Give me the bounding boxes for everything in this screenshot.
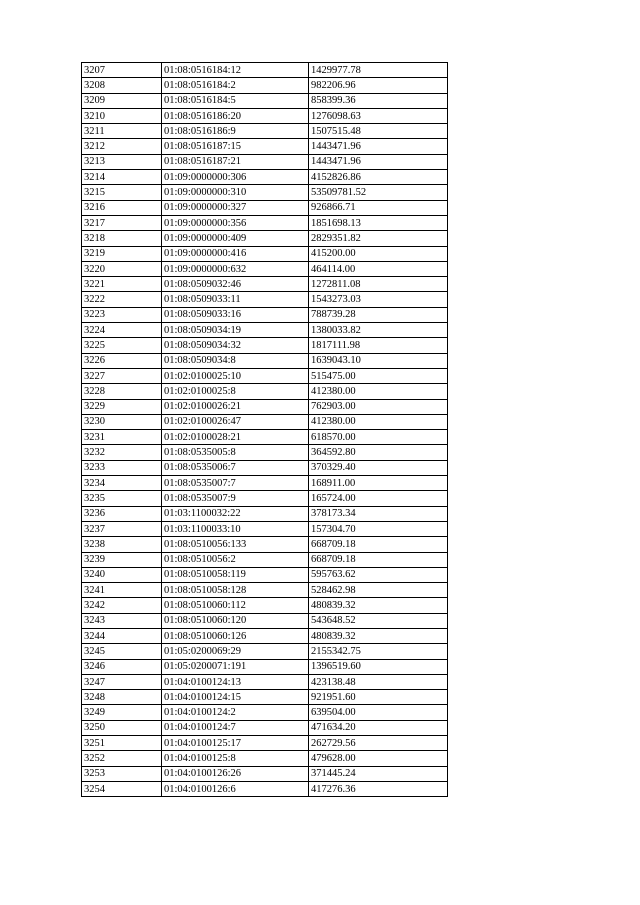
cadastral-number-cell: 01:08:0509034:8 bbox=[162, 353, 309, 368]
amount-cell: 1276098.63 bbox=[309, 108, 448, 123]
row-number-cell: 3227 bbox=[82, 368, 162, 383]
amount-cell: 1443471.96 bbox=[309, 139, 448, 154]
table-row bbox=[82, 644, 448, 659]
cadastral-number-cell: 01:09:0000000:327 bbox=[162, 200, 309, 215]
cadastral-number-cell: 01:08:0509033:16 bbox=[162, 307, 309, 322]
amount-cell: 1543273.03 bbox=[309, 292, 448, 307]
amount-cell: 480839.32 bbox=[309, 628, 448, 643]
table-row bbox=[82, 93, 448, 108]
amount-cell: 788739.28 bbox=[309, 307, 448, 322]
row-number-cell: 3216 bbox=[82, 200, 162, 215]
table-row bbox=[82, 414, 448, 429]
table-row bbox=[82, 674, 448, 689]
row-number-cell: 3217 bbox=[82, 215, 162, 230]
amount-cell: 4152826.86 bbox=[309, 170, 448, 185]
cadastral-number-cell: 01:09:0000000:632 bbox=[162, 261, 309, 276]
row-number-cell: 3246 bbox=[82, 659, 162, 674]
cadastral-number-cell: 01:05:0200071:191 bbox=[162, 659, 309, 674]
cadastral-number-cell: 01:08:0516186:9 bbox=[162, 124, 309, 139]
row-number-cell: 3240 bbox=[82, 567, 162, 582]
amount-cell: 1507515.48 bbox=[309, 124, 448, 139]
amount-cell: 1817111.98 bbox=[309, 338, 448, 353]
cadastral-number-cell: 01:08:0510058:128 bbox=[162, 583, 309, 598]
row-number-cell: 3212 bbox=[82, 139, 162, 154]
table-row bbox=[82, 781, 448, 796]
row-number-cell: 3243 bbox=[82, 613, 162, 628]
cadastral-number-cell: 01:02:0100026:47 bbox=[162, 414, 309, 429]
amount-cell: 262729.56 bbox=[309, 736, 448, 751]
table-row bbox=[82, 338, 448, 353]
row-number-cell: 3249 bbox=[82, 705, 162, 720]
row-number-cell: 3223 bbox=[82, 307, 162, 322]
amount-cell: 1396519.60 bbox=[309, 659, 448, 674]
table-row bbox=[82, 277, 448, 292]
amount-cell: 1443471.96 bbox=[309, 154, 448, 169]
row-number-cell: 3233 bbox=[82, 460, 162, 475]
table-row bbox=[82, 323, 448, 338]
table-row bbox=[82, 445, 448, 460]
cadastral-number-cell: 01:04:0100125:17 bbox=[162, 736, 309, 751]
row-number-cell: 3222 bbox=[82, 292, 162, 307]
cadastral-number-cell: 01:08:0535007:7 bbox=[162, 476, 309, 491]
cadastral-number-cell: 01:09:0000000:310 bbox=[162, 185, 309, 200]
cadastral-number-cell: 01:04:0100124:13 bbox=[162, 674, 309, 689]
row-number-cell: 3218 bbox=[82, 231, 162, 246]
cadastral-number-cell: 01:08:0509034:32 bbox=[162, 338, 309, 353]
row-number-cell: 3241 bbox=[82, 583, 162, 598]
row-number-cell: 3244 bbox=[82, 628, 162, 643]
table-row bbox=[82, 705, 448, 720]
cadastral-number-cell: 01:08:0509034:19 bbox=[162, 323, 309, 338]
table-row bbox=[82, 215, 448, 230]
amount-cell: 982206.96 bbox=[309, 78, 448, 93]
amount-cell: 528462.98 bbox=[309, 583, 448, 598]
cadastral-number-cell: 01:02:0100028:21 bbox=[162, 430, 309, 445]
amount-cell: 371445.24 bbox=[309, 766, 448, 781]
amount-cell: 926866.71 bbox=[309, 200, 448, 215]
amount-cell: 157304.70 bbox=[309, 521, 448, 536]
amount-cell: 668709.18 bbox=[309, 552, 448, 567]
table-row bbox=[82, 613, 448, 628]
cadastral-number-cell: 01:08:0516184:5 bbox=[162, 93, 309, 108]
row-number-cell: 3214 bbox=[82, 170, 162, 185]
cadastral-number-cell: 01:02:0100026:21 bbox=[162, 399, 309, 414]
table-body bbox=[82, 63, 448, 797]
row-number-cell: 3254 bbox=[82, 781, 162, 796]
cadastral-number-cell: 01:04:0100124:2 bbox=[162, 705, 309, 720]
table-row bbox=[82, 720, 448, 735]
table-row bbox=[82, 108, 448, 123]
table-row bbox=[82, 521, 448, 536]
amount-cell: 1639043.10 bbox=[309, 353, 448, 368]
table-row bbox=[82, 430, 448, 445]
row-number-cell: 3235 bbox=[82, 491, 162, 506]
table-row bbox=[82, 476, 448, 491]
cadastral-number-cell: 01:08:0509033:11 bbox=[162, 292, 309, 307]
amount-cell: 423138.48 bbox=[309, 674, 448, 689]
table-row bbox=[82, 506, 448, 521]
row-number-cell: 3221 bbox=[82, 277, 162, 292]
amount-cell: 479628.00 bbox=[309, 751, 448, 766]
cadastral-number-cell: 01:09:0000000:409 bbox=[162, 231, 309, 246]
table-row bbox=[82, 261, 448, 276]
table-row bbox=[82, 63, 448, 78]
row-number-cell: 3248 bbox=[82, 690, 162, 705]
cadastral-number-cell: 01:08:0535005:8 bbox=[162, 445, 309, 460]
amount-cell: 165724.00 bbox=[309, 491, 448, 506]
row-number-cell: 3220 bbox=[82, 261, 162, 276]
table-row bbox=[82, 185, 448, 200]
row-number-cell: 3229 bbox=[82, 399, 162, 414]
cadastral-number-cell: 01:02:0100025:8 bbox=[162, 384, 309, 399]
amount-cell: 639504.00 bbox=[309, 705, 448, 720]
row-number-cell: 3252 bbox=[82, 751, 162, 766]
row-number-cell: 3239 bbox=[82, 552, 162, 567]
cadastral-number-cell: 01:09:0000000:306 bbox=[162, 170, 309, 185]
cadastral-number-cell: 01:05:0200069:29 bbox=[162, 644, 309, 659]
table-row bbox=[82, 307, 448, 322]
table-row bbox=[82, 139, 448, 154]
amount-cell: 464114.00 bbox=[309, 261, 448, 276]
table-row bbox=[82, 567, 448, 582]
amount-cell: 668709.18 bbox=[309, 537, 448, 552]
table-row bbox=[82, 200, 448, 215]
row-number-cell: 3238 bbox=[82, 537, 162, 552]
row-number-cell: 3213 bbox=[82, 154, 162, 169]
amount-cell: 858399.36 bbox=[309, 93, 448, 108]
amount-cell: 412380.00 bbox=[309, 384, 448, 399]
cadastral-number-cell: 01:02:0100025:10 bbox=[162, 368, 309, 383]
row-number-cell: 3207 bbox=[82, 63, 162, 78]
table-row bbox=[82, 690, 448, 705]
table-row bbox=[82, 628, 448, 643]
table-row bbox=[82, 231, 448, 246]
amount-cell: 921951.60 bbox=[309, 690, 448, 705]
row-number-cell: 3232 bbox=[82, 445, 162, 460]
cadastral-number-cell: 01:04:0100124:7 bbox=[162, 720, 309, 735]
row-number-cell: 3208 bbox=[82, 78, 162, 93]
amount-cell: 364592.80 bbox=[309, 445, 448, 460]
row-number-cell: 3225 bbox=[82, 338, 162, 353]
table-row bbox=[82, 537, 448, 552]
row-number-cell: 3210 bbox=[82, 108, 162, 123]
row-number-cell: 3253 bbox=[82, 766, 162, 781]
amount-cell: 595763.62 bbox=[309, 567, 448, 582]
row-number-cell: 3228 bbox=[82, 384, 162, 399]
table-row bbox=[82, 384, 448, 399]
amount-cell: 515475.00 bbox=[309, 368, 448, 383]
table-row bbox=[82, 598, 448, 613]
cadastral-number-cell: 01:04:0100126:26 bbox=[162, 766, 309, 781]
amount-cell: 1429977.78 bbox=[309, 63, 448, 78]
row-number-cell: 3250 bbox=[82, 720, 162, 735]
row-number-cell: 3242 bbox=[82, 598, 162, 613]
cadastral-number-cell: 01:08:0516187:21 bbox=[162, 154, 309, 169]
row-number-cell: 3211 bbox=[82, 124, 162, 139]
cadastral-number-cell: 01:08:0509032:46 bbox=[162, 277, 309, 292]
row-number-cell: 3245 bbox=[82, 644, 162, 659]
amount-cell: 2829351.82 bbox=[309, 231, 448, 246]
cadastral-number-cell: 01:08:0510060:126 bbox=[162, 628, 309, 643]
table-row bbox=[82, 736, 448, 751]
amount-cell: 168911.00 bbox=[309, 476, 448, 491]
row-number-cell: 3209 bbox=[82, 93, 162, 108]
cadastral-number-cell: 01:08:0535006:7 bbox=[162, 460, 309, 475]
cadastral-number-cell: 01:09:0000000:416 bbox=[162, 246, 309, 261]
amount-cell: 412380.00 bbox=[309, 414, 448, 429]
cadastral-number-cell: 01:09:0000000:356 bbox=[162, 215, 309, 230]
data-table bbox=[81, 62, 448, 797]
cadastral-number-cell: 01:04:0100126:6 bbox=[162, 781, 309, 796]
row-number-cell: 3224 bbox=[82, 323, 162, 338]
row-number-cell: 3234 bbox=[82, 476, 162, 491]
table-row bbox=[82, 78, 448, 93]
amount-cell: 762903.00 bbox=[309, 399, 448, 414]
table-row bbox=[82, 552, 448, 567]
cadastral-number-cell: 01:08:0510060:120 bbox=[162, 613, 309, 628]
amount-cell: 2155342.75 bbox=[309, 644, 448, 659]
cadastral-number-cell: 01:08:0510056:133 bbox=[162, 537, 309, 552]
row-number-cell: 3231 bbox=[82, 430, 162, 445]
data-table-sheet bbox=[81, 62, 448, 797]
amount-cell: 415200.00 bbox=[309, 246, 448, 261]
table-row bbox=[82, 491, 448, 506]
amount-cell: 370329.40 bbox=[309, 460, 448, 475]
cadastral-number-cell: 01:03:1100032:22 bbox=[162, 506, 309, 521]
amount-cell: 471634.20 bbox=[309, 720, 448, 735]
cadastral-number-cell: 01:04:0100125:8 bbox=[162, 751, 309, 766]
row-number-cell: 3251 bbox=[82, 736, 162, 751]
amount-cell: 1272811.08 bbox=[309, 277, 448, 292]
table-row bbox=[82, 124, 448, 139]
table-row bbox=[82, 751, 448, 766]
row-number-cell: 3237 bbox=[82, 521, 162, 536]
row-number-cell: 3226 bbox=[82, 353, 162, 368]
row-number-cell: 3230 bbox=[82, 414, 162, 429]
cadastral-number-cell: 01:08:0510056:2 bbox=[162, 552, 309, 567]
cadastral-number-cell: 01:08:0510060:112 bbox=[162, 598, 309, 613]
table-row bbox=[82, 368, 448, 383]
amount-cell: 53509781.52 bbox=[309, 185, 448, 200]
amount-cell: 417276.36 bbox=[309, 781, 448, 796]
cadastral-number-cell: 01:08:0516184:2 bbox=[162, 78, 309, 93]
cadastral-number-cell: 01:03:1100033:10 bbox=[162, 521, 309, 536]
cadastral-number-cell: 01:08:0516186:20 bbox=[162, 108, 309, 123]
amount-cell: 1851698.13 bbox=[309, 215, 448, 230]
cadastral-number-cell: 01:08:0535007:9 bbox=[162, 491, 309, 506]
row-number-cell: 3236 bbox=[82, 506, 162, 521]
table-row bbox=[82, 659, 448, 674]
table-row bbox=[82, 460, 448, 475]
cadastral-number-cell: 01:08:0516187:15 bbox=[162, 139, 309, 154]
table-row bbox=[82, 292, 448, 307]
table-row bbox=[82, 399, 448, 414]
table-row bbox=[82, 766, 448, 781]
cadastral-number-cell: 01:08:0516184:12 bbox=[162, 63, 309, 78]
amount-cell: 618570.00 bbox=[309, 430, 448, 445]
table-row bbox=[82, 353, 448, 368]
cadastral-number-cell: 01:04:0100124:15 bbox=[162, 690, 309, 705]
amount-cell: 543648.52 bbox=[309, 613, 448, 628]
row-number-cell: 3247 bbox=[82, 674, 162, 689]
amount-cell: 1380033.82 bbox=[309, 323, 448, 338]
row-number-cell: 3215 bbox=[82, 185, 162, 200]
table-row bbox=[82, 154, 448, 169]
amount-cell: 480839.32 bbox=[309, 598, 448, 613]
table-row bbox=[82, 583, 448, 598]
table-row bbox=[82, 246, 448, 261]
row-number-cell: 3219 bbox=[82, 246, 162, 261]
amount-cell: 378173.34 bbox=[309, 506, 448, 521]
table-row bbox=[82, 170, 448, 185]
cadastral-number-cell: 01:08:0510058:119 bbox=[162, 567, 309, 582]
